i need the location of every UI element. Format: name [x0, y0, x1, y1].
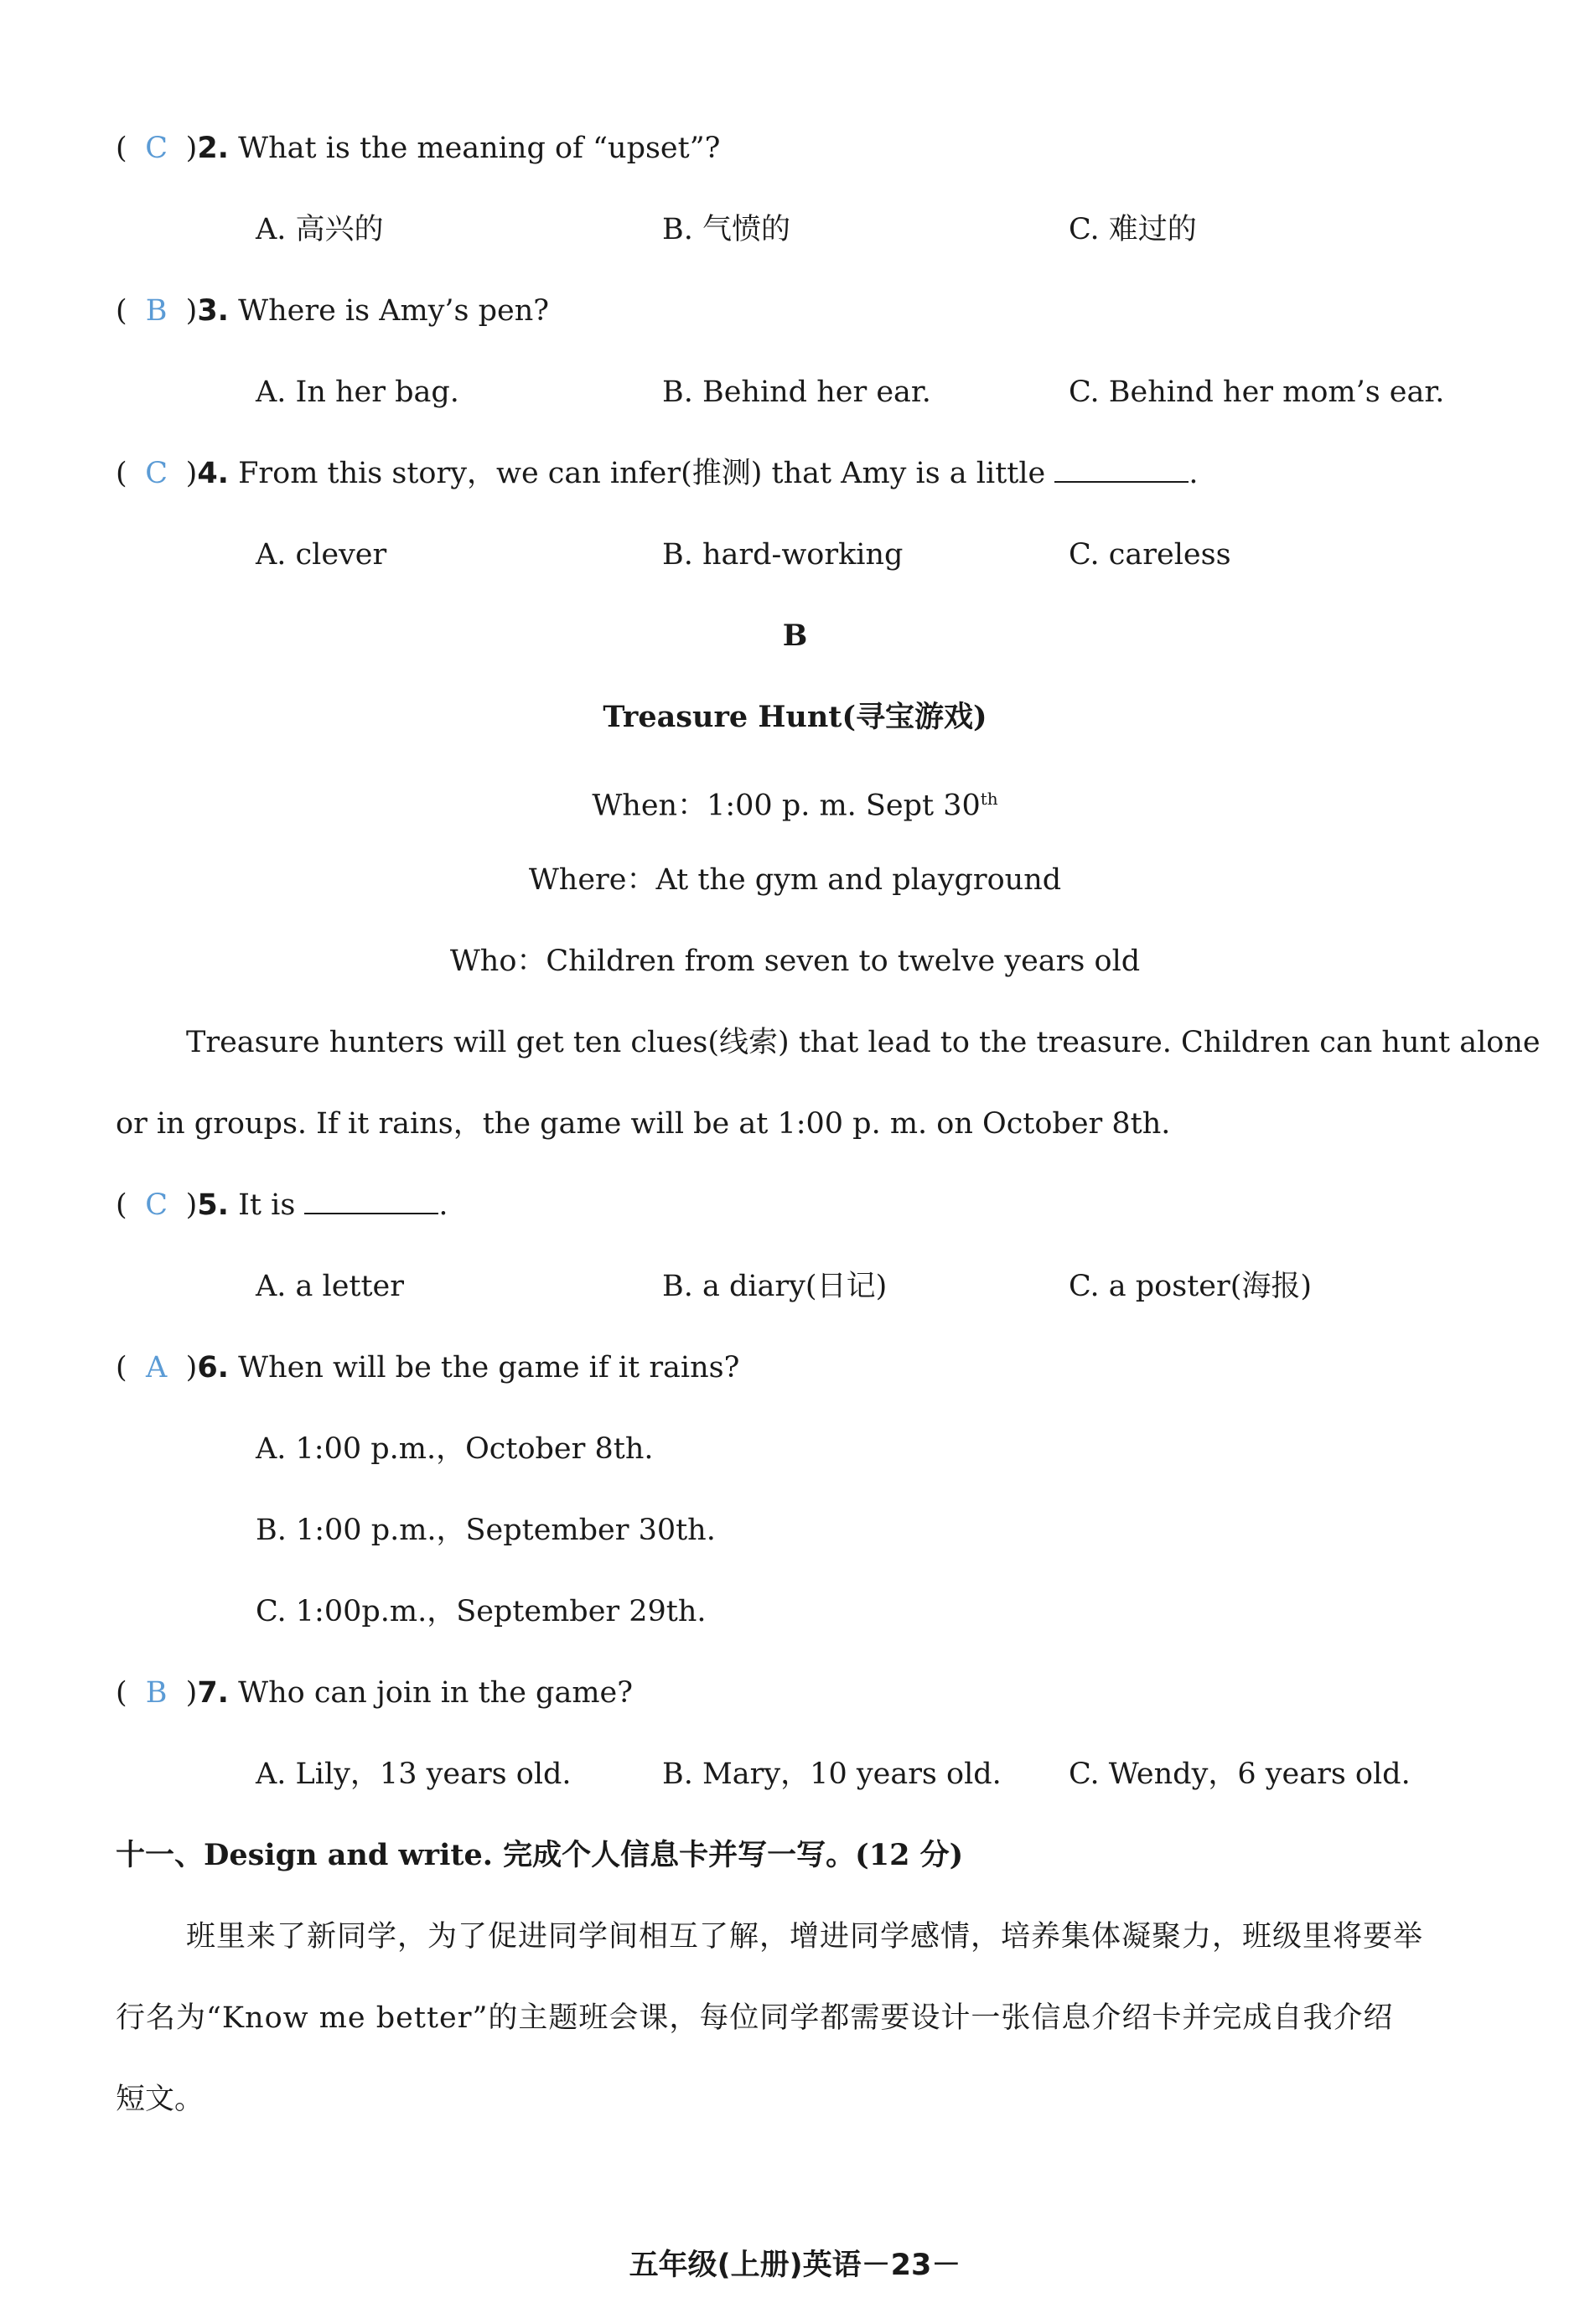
option-a: A. Lily，13 years old. — [256, 1757, 572, 1791]
answer-blank — [304, 1188, 438, 1214]
question-3: ( B )3. Where is Amy’s pen? — [116, 294, 550, 328]
question-number: 6. — [197, 1351, 229, 1385]
event-who: Who：Children from seven to twelve years old — [449, 945, 1141, 978]
question-7: ( B )7. Who can join in the game? — [116, 1676, 633, 1710]
question-text: Who can join in the game? — [238, 1676, 633, 1710]
passage-line-2: or in groups. If it rains，the game will be at 1:00 p. m. on October 8th. — [116, 1107, 1171, 1141]
passage-title: Treasure Hunt(寻宝游戏) — [603, 700, 987, 734]
answer-6: A — [146, 1351, 168, 1385]
option-a: A. clever — [256, 538, 387, 572]
question-text: Where is Amy’s pen? — [238, 294, 550, 328]
option-c: C. Behind her mom’s ear. — [1069, 375, 1445, 409]
question-number: 5. — [197, 1188, 229, 1222]
event-when: When：1:00 p. m. Sept 30th — [592, 789, 998, 823]
option-b: B. Mary，10 years old. — [662, 1757, 1002, 1791]
question-text: From this story，we can infer(推测) that Amy is a little — [238, 457, 1046, 490]
passage-line-1: Treasure hunters will get ten clues(线索) that lead to the treasure. Children can hunt alone — [186, 1026, 1541, 1059]
option-b: B. Behind her ear. — [662, 375, 931, 409]
answer-5: C — [145, 1188, 168, 1222]
question-number: 3. — [197, 294, 229, 328]
section-11-heading: 十一、Design and write. 完成个人信息卡并写一写。(12 分) — [116, 1838, 964, 1872]
question-number: 2. — [197, 132, 229, 165]
answer-7: B — [145, 1676, 168, 1710]
question-text: What is the meaning of “upset”? — [238, 132, 721, 165]
question-number: 4. — [197, 457, 229, 490]
option-c: C. a poster(海报) — [1069, 1270, 1313, 1303]
question-2: ( C )2. What is the meaning of “upset”? — [116, 132, 721, 165]
question-4: ( C )4. From this story，we can infer(推测) that Amy is a little . — [116, 457, 1199, 490]
answer-4: C — [145, 457, 168, 490]
instruction-line-2: 行名为“Know me better”的主题班会课，每位同学都需要设计一张信息介绍卡并完成自我介绍 — [116, 2001, 1394, 2035]
option-b: B. 1:00 p.m.，September 30th. — [256, 1514, 716, 1547]
question-text: It is — [238, 1188, 296, 1222]
question-number: 7. — [197, 1676, 229, 1710]
page-footer: 五年级(上册)英语－23－ — [629, 2249, 961, 2282]
option-b: B. 气愤的 — [662, 213, 790, 246]
option-c: C. 难过的 — [1069, 213, 1197, 246]
instruction-line-3: 短文。 — [116, 2083, 205, 2116]
option-a: A. 高兴的 — [256, 213, 384, 246]
option-c: C. Wendy，6 years old. — [1069, 1757, 1411, 1791]
question-5: ( C )5. It is . — [116, 1188, 448, 1222]
option-a: A. a letter — [256, 1270, 404, 1303]
option-b: B. hard-working — [662, 538, 904, 572]
option-c: C. 1:00p.m.，September 29th. — [256, 1595, 707, 1628]
answer-2: C — [145, 132, 168, 165]
option-c: C. careless — [1069, 538, 1231, 572]
answer-blank — [1054, 456, 1189, 483]
event-where: Where：At the gym and playground — [528, 863, 1062, 897]
question-text: When will be the game if it rains? — [238, 1351, 740, 1385]
instruction-line-1: 班里来了新同学，为了促进同学间相互了解，增进同学感情，培养集体凝聚力，班级里将要举 — [186, 1920, 1424, 1954]
option-b: B. a diary(日记) — [662, 1270, 888, 1303]
answer-3: B — [145, 294, 168, 328]
question-6: ( A )6. When will be the game if it rains? — [116, 1351, 740, 1385]
section-letter: B — [782, 619, 808, 653]
option-a: A. In her bag. — [256, 375, 459, 409]
option-a: A. 1:00 p.m.，October 8th. — [256, 1432, 654, 1466]
